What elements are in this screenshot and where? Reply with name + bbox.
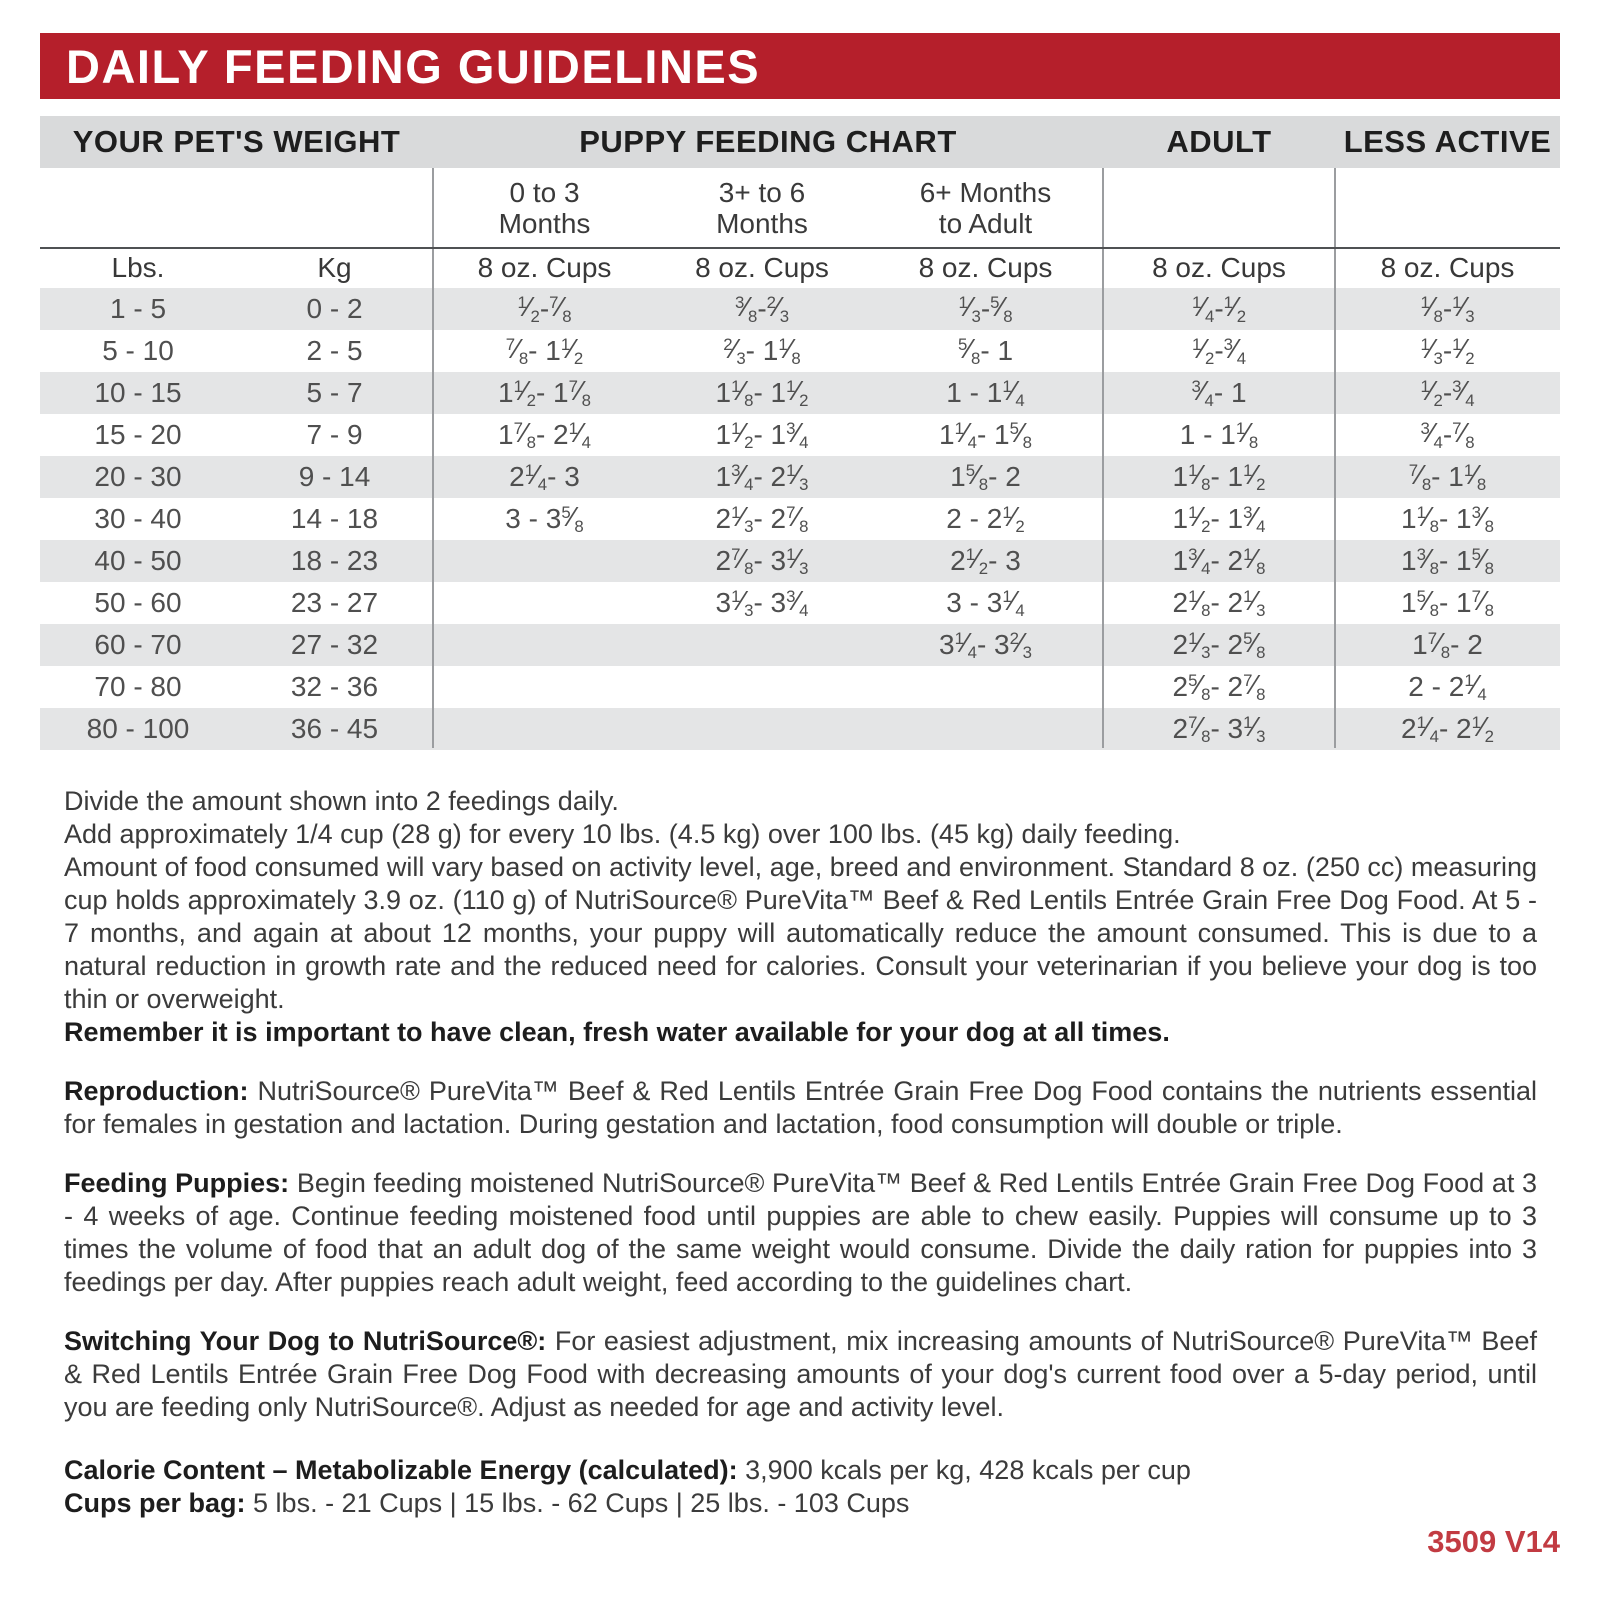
table-row xyxy=(40,288,1560,330)
cell-less-active: 1 $^1⁄_8$ - 1 $^3⁄_8$ xyxy=(1400,501,1494,536)
cell-puppy-6-adult: $^5⁄_8$ - 1 xyxy=(957,333,1014,368)
age-header-0-3-months xyxy=(433,168,656,248)
cell-puppy-0-3: 1 $^1⁄_2$ - 1 $^7⁄_8$ xyxy=(497,375,591,410)
cell-puppy-3-6: 1 $^1⁄_2$ - 1 $^3⁄_4$ xyxy=(715,417,809,452)
cell-adult: 1 $^3⁄_4$ - 2 $^1⁄_8$ xyxy=(1172,543,1266,578)
version-code: 3509 V14 xyxy=(1427,1524,1560,1559)
cell-puppy-3-6 xyxy=(656,624,868,666)
cups-per-bag-line xyxy=(64,1487,1537,1520)
cell-adult: $^1⁄_4$ - $^1⁄_2$ xyxy=(1191,291,1247,326)
cell-puppy-6-adult: 2 $^1⁄_2$ - 3 xyxy=(950,543,1021,578)
section-text: For easiest adjustment, mix increasing amounts of NutriSource® PureVita™ Beef & Red Lentils Entrée Grain Free Dog Food with decreasing amounts of your dog's current food over a 5-day period, until you are feeding only NutriSource®. Adjust as needed for age and activity level. xyxy=(64,1326,1537,1422)
unit-header-cups: 8 oz. Cups xyxy=(1380,252,1515,283)
age-header-line: Months xyxy=(498,208,591,239)
age-header-line: 3+ to 6 xyxy=(718,177,806,208)
cell-puppy-3-6: $^3⁄_8$ - $^2⁄_3$ xyxy=(734,291,790,326)
group-header-pet-weight: YOUR PET'S WEIGHT xyxy=(72,124,401,159)
cell-puppy-0-3 xyxy=(433,582,656,624)
cell-lbs: 40 - 50 xyxy=(94,545,182,576)
group-header-less-active: LESS ACTIVE xyxy=(1343,124,1552,159)
cell-kg: 14 - 18 xyxy=(290,503,379,534)
cell-less-active: 1 $^7⁄_8$ - 2 xyxy=(1412,627,1483,662)
cell-puppy-0-3 xyxy=(433,666,656,708)
age-header-spacer xyxy=(40,168,433,248)
cell-adult: 2 $^1⁄_3$ - 2 $^5⁄_8$ xyxy=(1172,627,1266,662)
table-divider-vertical xyxy=(1102,168,1104,748)
feeding-table xyxy=(40,116,1560,750)
cell-puppy-0-3: 2 $^1⁄_4$ - 3 xyxy=(509,459,580,494)
cell-adult: 1 - 1 $^1⁄_8$ xyxy=(1179,417,1259,452)
section-label: Reproduction: xyxy=(64,1076,249,1106)
cell-less-active: $^1⁄_8$ - $^1⁄_3$ xyxy=(1420,291,1475,326)
cell-less-active: $^1⁄_2$ - $^3⁄_4$ xyxy=(1420,375,1475,410)
calorie-content-line xyxy=(64,1454,1537,1487)
cell-kg: 7 - 9 xyxy=(306,419,363,450)
table-row xyxy=(40,456,1560,498)
cell-lbs: 5 - 10 xyxy=(102,335,174,366)
section-text: NutriSource® PureVita™ Beef & Red Lentils Entrée Grain Free Dog Food contains the nutrients essential for females in gestation and lactation. During gestation and lactation, food consumption will double or triple. xyxy=(64,1076,1537,1139)
age-header-line: 0 to 3 xyxy=(509,177,580,208)
age-header-3-6-months xyxy=(656,168,868,248)
section-label: Feeding Puppies: xyxy=(64,1168,290,1198)
group-header-adult: ADULT xyxy=(1166,124,1272,159)
cell-lbs: 10 - 15 xyxy=(94,377,182,408)
cell-kg: 18 - 23 xyxy=(290,545,379,576)
calorie-label: Calorie Content – Metabolizable Energy (calculated): xyxy=(64,1455,738,1485)
cell-less-active: $^3⁄_4$ - $^7⁄_8$ xyxy=(1420,417,1475,452)
age-header-6-months-adult xyxy=(868,168,1103,248)
unit-header-cups: 8 oz. Cups xyxy=(918,252,1053,283)
cell-puppy-6-adult: $^1⁄_3$ - $^5⁄_8$ xyxy=(958,291,1013,326)
cell-lbs: 80 - 100 xyxy=(86,713,190,744)
unit-header-lbs: Lbs. xyxy=(111,252,165,283)
cell-adult: $^3⁄_4$ - 1 xyxy=(1191,375,1247,410)
cell-puppy-3-6 xyxy=(656,666,868,708)
table-row xyxy=(40,330,1560,372)
cell-puppy-6-adult: 3 - 3 $^1⁄_4$ xyxy=(946,585,1025,620)
age-header-spacer xyxy=(1335,168,1560,248)
table-divider-vertical xyxy=(432,168,434,748)
age-header-line: Months xyxy=(716,208,808,239)
cell-puppy-3-6: 2 $^7⁄_8$ - 3 $^1⁄_3$ xyxy=(715,543,809,578)
cell-lbs: 1 - 5 xyxy=(109,293,167,324)
cell-kg: 0 - 2 xyxy=(306,293,363,324)
cell-puppy-0-3: 1 $^7⁄_8$ - 2 $^1⁄_4$ xyxy=(497,417,591,452)
cell-puppy-3-6: 2 $^1⁄_3$ - 2 $^7⁄_8$ xyxy=(715,501,809,536)
note-fresh-water: Remember it is important to have clean, fresh water available for your dog at all times. xyxy=(64,1017,1170,1047)
cell-puppy-3-6: 3 $^1⁄_3$ - 3 $^3⁄_4$ xyxy=(715,585,809,620)
cups-label: Cups per bag: xyxy=(64,1488,246,1518)
cell-puppy-0-3: $^7⁄_8$ - 1 $^1⁄_2$ xyxy=(505,333,584,368)
table-unit-header-row xyxy=(40,248,1560,288)
cell-puppy-6-adult xyxy=(868,666,1103,708)
cell-less-active: $^1⁄_3$ - $^1⁄_2$ xyxy=(1420,333,1475,368)
unit-header-kg: Kg xyxy=(317,252,352,283)
age-header-spacer xyxy=(1103,168,1335,248)
cell-puppy-6-adult: 1 - 1 $^1⁄_4$ xyxy=(946,375,1025,410)
cell-puppy-3-6: 1 $^3⁄_4$ - 2 $^1⁄_3$ xyxy=(715,459,809,494)
cell-less-active: 1 $^5⁄_8$ - 1 $^7⁄_8$ xyxy=(1400,585,1494,620)
cell-puppy-6-adult: 1 $^1⁄_4$ - 1 $^5⁄_8$ xyxy=(938,417,1032,452)
cell-less-active: 1 $^3⁄_8$ - 1 $^5⁄_8$ xyxy=(1400,543,1494,578)
cell-less-active: $^7⁄_8$ - 1 $^1⁄_8$ xyxy=(1408,459,1487,494)
table-row xyxy=(40,414,1560,456)
cell-puppy-0-3: 3 - 3 $^5⁄_8$ xyxy=(505,501,584,536)
cell-lbs: 20 - 30 xyxy=(94,461,182,492)
cell-puppy-3-6: $^2⁄_3$ - 1 $^1⁄_8$ xyxy=(723,333,801,368)
cell-puppy-6-adult: 1 $^5⁄_8$ - 2 xyxy=(950,459,1021,494)
table-row xyxy=(40,540,1560,582)
cell-puppy-0-3: $^1⁄_2$ - $^7⁄_8$ xyxy=(517,291,572,326)
cell-puppy-3-6: 1 $^1⁄_8$ - 1 $^1⁄_2$ xyxy=(715,375,809,410)
cell-adult: 2 $^7⁄_8$ - 3 $^1⁄_3$ xyxy=(1172,711,1266,746)
table-row xyxy=(40,372,1560,414)
cups-value: 5 lbs. - 21 Cups | 15 lbs. - 62 Cups | 25 lbs. - 103 Cups xyxy=(253,1488,910,1518)
cell-kg: 32 - 36 xyxy=(290,671,379,702)
cell-puppy-3-6 xyxy=(656,708,868,750)
title-bar xyxy=(40,33,1560,99)
cell-kg: 2 - 5 xyxy=(306,335,363,366)
table-row xyxy=(40,582,1560,624)
note-extra-cup: Add approximately 1/4 cup (28 g) for every 10 lbs. (4.5 kg) over 100 lbs. (45 kg) daily feeding. xyxy=(64,819,1181,849)
age-header-line: 6+ Months xyxy=(919,177,1052,208)
unit-header-cups: 8 oz. Cups xyxy=(477,252,612,283)
table-group-header-row xyxy=(40,116,1560,168)
cell-puppy-6-adult: 2 - 2 $^1⁄_2$ xyxy=(946,501,1025,536)
cell-less-active: 2 $^1⁄_4$ - 2 $^1⁄_2$ xyxy=(1400,711,1494,746)
section-switching xyxy=(64,1325,1537,1424)
table-row xyxy=(40,624,1560,666)
cell-adult: 2 $^5⁄_8$ - 2 $^7⁄_8$ xyxy=(1172,669,1266,704)
unit-header-cups: 8 oz. Cups xyxy=(695,252,829,283)
cell-kg: 36 - 45 xyxy=(290,713,379,744)
group-header-puppy-chart: PUPPY FEEDING CHART xyxy=(579,124,957,159)
cell-kg: 9 - 14 xyxy=(298,461,371,492)
cell-lbs: 30 - 40 xyxy=(94,503,182,534)
cell-less-active: 2 - 2 $^1⁄_4$ xyxy=(1408,669,1487,704)
cell-lbs: 70 - 80 xyxy=(94,671,182,702)
cell-adult: 1 $^1⁄_2$ - 1 $^3⁄_4$ xyxy=(1172,501,1266,536)
cell-kg: 5 - 7 xyxy=(306,377,363,408)
cell-adult: $^1⁄_2$ - $^3⁄_4$ xyxy=(1191,333,1247,368)
section-text: Begin feeding moistened NutriSource® PureVita™ Beef & Red Lentils Entrée Grain Free Dog Food at 3 - 4 weeks of age. Continue feeding moistened food until puppies are able to chew easily. Puppies will consume up to 3 times the volume of food that an adult dog of the same weight would consume. Divide the daily ration for puppies into 3 feedings per day. After puppies reach adult weight, feed according to the guidelines chart. xyxy=(64,1168,1537,1297)
cell-lbs: 15 - 20 xyxy=(94,419,182,450)
note-paragraph: Amount of food consumed will vary based on activity level, age, breed and environment. Standard 8 oz. (250 cc) measuring cup holds approximately 3.9 oz. (110 g) of NutriSource® PureVita™ Beef & Red Lentils Entrée Grain Free Dog Food. At 5 - 7 months, and again at about 12 months, your puppy will automatically reduce the amount consumed. This is due to a natural reduction in growth rate and the reduced need for calories. Consult your veterinarian if you believe your dog is too thin or overweight. xyxy=(64,852,1537,1014)
cell-kg: 27 - 32 xyxy=(290,629,379,660)
section-feeding-puppies xyxy=(64,1167,1537,1299)
cell-kg: 23 - 27 xyxy=(290,587,379,618)
section-label: Switching Your Dog to NutriSource®: xyxy=(64,1326,547,1356)
table-row xyxy=(40,498,1560,540)
section-reproduction xyxy=(64,1075,1537,1141)
table-divider-vertical xyxy=(1334,168,1336,748)
cell-adult: 1 $^1⁄_8$ - 1 $^1⁄_2$ xyxy=(1172,459,1266,494)
table-divider-horizontal xyxy=(40,247,1560,249)
cell-puppy-0-3 xyxy=(433,540,656,582)
age-header-line: to Adult xyxy=(938,208,1033,239)
cell-lbs: 60 - 70 xyxy=(94,629,182,660)
cell-puppy-0-3 xyxy=(433,708,656,750)
page-title: DAILY FEEDING GUIDELINES xyxy=(66,39,761,93)
cell-puppy-0-3 xyxy=(433,624,656,666)
note-feedings-daily: Divide the amount shown into 2 feedings daily. xyxy=(64,786,619,816)
calorie-value: 3,900 kcals per kg, 428 kcals per cup xyxy=(745,1455,1191,1485)
table-age-header-row xyxy=(40,168,1560,248)
cell-adult: 2 $^1⁄_8$ - 2 $^1⁄_3$ xyxy=(1172,585,1266,620)
cell-lbs: 50 - 60 xyxy=(94,587,182,618)
cell-puppy-6-adult: 3 $^1⁄_4$ - 3 $^2⁄_3$ xyxy=(938,627,1032,662)
cell-puppy-6-adult xyxy=(868,708,1103,750)
table-row xyxy=(40,666,1560,708)
unit-header-cups: 8 oz. Cups xyxy=(1152,252,1286,283)
table-row xyxy=(40,708,1560,750)
notes-and-sections xyxy=(64,785,1537,1520)
